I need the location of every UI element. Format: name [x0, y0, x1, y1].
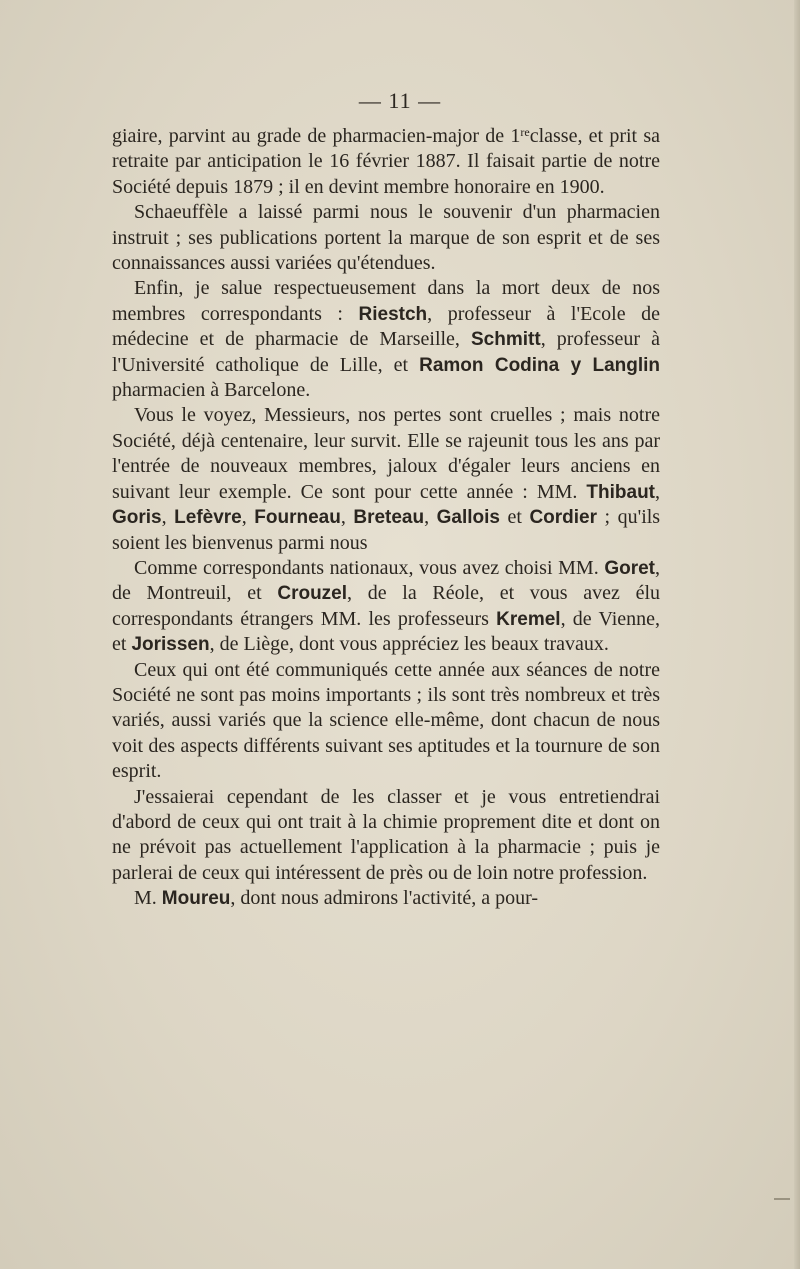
person-name: Breteau: [353, 507, 425, 529]
person-name: Crouzel: [277, 583, 348, 605]
text-span: , dont nous admirons l'activité, a pour-: [230, 887, 538, 910]
text-span: classe, et prit sa retraite par anticipation le 16 février 1887. Il faisait partie de notre Société depuis 1879 ; il en devint membre honoraire en 1900.: [112, 125, 660, 198]
person-name: Kremel: [496, 608, 561, 630]
page-number: — 11 —: [358, 88, 442, 113]
text-span: Enfin, je salue respectueusement dans la mort deux de nos membres correspondants :: [112, 277, 660, 325]
person-name: Goret: [604, 557, 656, 579]
text-span: , de Montreuil, et: [112, 556, 661, 605]
text-span: , de la Réole, et vous avez élu correspondants étrangers MM. les professeurs: [112, 582, 660, 630]
paragraph-4: Vous le voyez, Messieurs, nos pertes sont cruelles ; mais notre Société, déjà centenaire, leur survit. Elle se rajeunit tous les ans par l'entrée de nouveaux membres, jaloux d'égaler leurs anciens en suivant leur exemple. Ce sont pour cette année : MM. Thibaut, Goris, Lefèvre, Fourneau, Breteau, Gallois et Cordier ; qu'ils soient les bienvenus parmi nous: [112, 404, 661, 554]
person-name: Lefèvre: [174, 507, 242, 529]
text-span: et: [507, 506, 522, 529]
person-name: Goris: [112, 507, 162, 529]
text-span: , professeur à l'Ecole de médecine et de pharmacie de Marseille,: [112, 302, 661, 351]
text-span: ; qu'ils soient les bienvenus parmi nous: [112, 506, 661, 554]
person-name: Fourneau: [254, 507, 341, 529]
superscript: re: [520, 125, 530, 139]
text-span: , de Liège, dont vous appréciez les beaux travaux.: [209, 633, 609, 656]
text-span: , de Vienne, et: [112, 607, 661, 656]
page-edge: [794, 0, 800, 1269]
paragraph-5: [112, 556, 660, 658]
body-text: [112, 124, 660, 912]
text-span: Vous le voyez, Messieurs, nos pertes sont cruelles ; mais notre Société, déjà centenaire, leur survit. Elle se rajeunit tous les ans par l'entrée de nouveaux membres, jaloux d'égaler leurs anciens en suivant leur exemple. Ce sont pour cette année : MM.: [112, 404, 660, 503]
person-name: Thibaut: [586, 481, 656, 503]
person-name: Ramon Codina y Langlin: [419, 354, 661, 376]
text-span: , professeur à l'Université catholique de Lille, et: [112, 328, 660, 376]
paragraph-3: [112, 276, 660, 403]
person-name: Cordier: [529, 507, 598, 529]
text-span: giaire, parvint au grade de pharmacien-major de 1: [112, 125, 521, 147]
paragraph-1: [112, 124, 660, 200]
person-name: Moureu: [161, 888, 231, 910]
person-name: Gallois: [436, 507, 500, 529]
paragraph-8: [112, 886, 660, 911]
paragraph-6: Ceux qui ont été communiqués cette année aux séances de notre Société ne sont pas moins importants ; ils sont très nombreux et très variés, aussi variés que la science elle-même, dont chacun de nous voit des aspects différents suivant ses aptitudes et la tournure de son esprit.: [112, 658, 660, 783]
margin-mark: [774, 1198, 790, 1200]
text-span: Comme correspondants nationaux, vous avez choisi MM.: [134, 556, 599, 579]
person-name: Riestch: [358, 303, 428, 325]
text-span: M.: [134, 887, 157, 910]
person-name: Schmitt: [471, 329, 541, 351]
paragraph-2: Schaeuffèle a laissé parmi nous le souvenir d'un pharmacien instruit ; ses publications portent la marque de son esprit et de ses connaissances aussi variées qu'étendues.: [112, 201, 660, 275]
text-span: pharmacien à Barcelone.: [112, 379, 311, 402]
paragraph-7: J'essaierai cependant de les classer et je vous entretiendrai d'abord de ceux qui ont trait à la chimie proprement dite et dont on ne prévoit pas actuellement l'application à la pharmacie ; puis je parlerai de ceux qui intéressent de près ou de loin notre profession.: [112, 785, 660, 884]
person-name: Jorissen: [131, 634, 210, 656]
